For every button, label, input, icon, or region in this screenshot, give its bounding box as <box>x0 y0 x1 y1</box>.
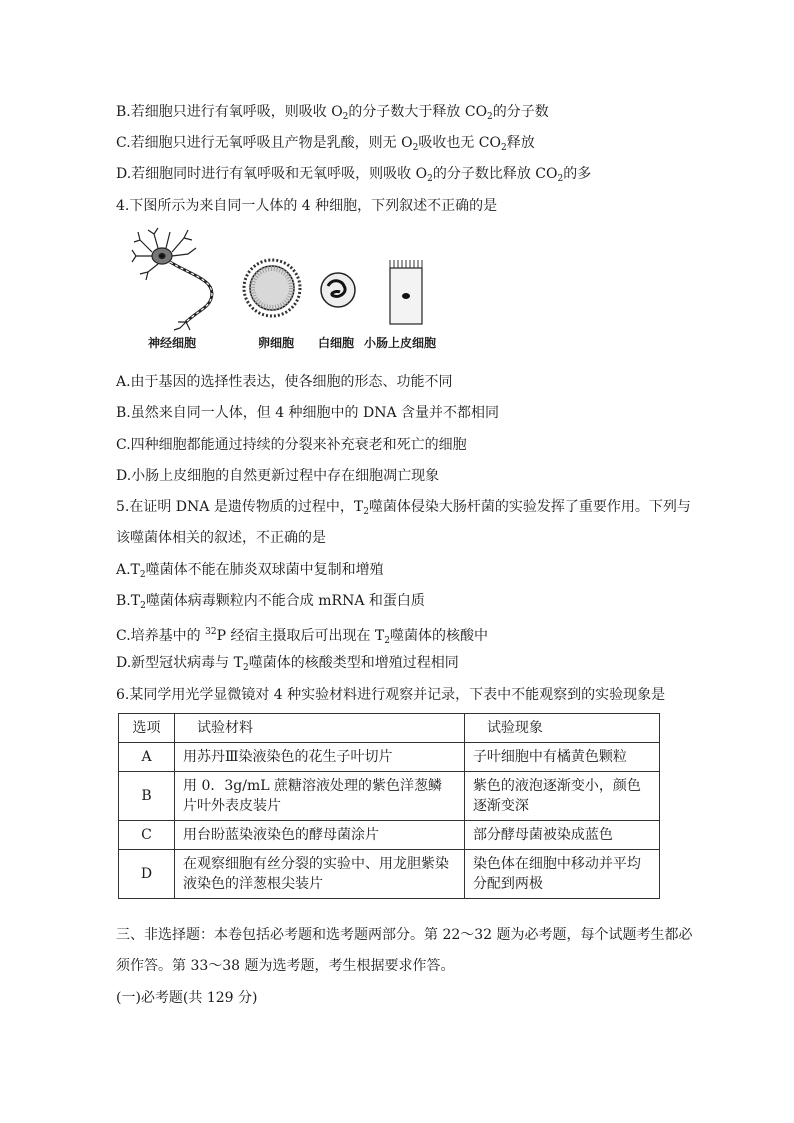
q4-option-a: A.由于基因的选择性表达，使各细胞的形态、功能不同 <box>116 374 453 390</box>
q3-option-d: D.若细胞同时进行有氧呼吸和无氧呼吸，则吸收 $O_2$的分子数比释放 $CO_2$的多 <box>116 166 592 184</box>
row-result: 部分酵母菌被染成蓝色 <box>464 821 659 850</box>
experiment-table <box>118 713 660 899</box>
intestinal-cell-drawing <box>390 260 422 324</box>
row-result: 紫色的液泡逐渐变小，颜色逐渐变深 <box>464 772 659 821</box>
header-material: 试验材料 <box>175 714 465 743</box>
row-material: 用苏丹Ⅲ染液染色的花生子叶切片 <box>175 743 465 772</box>
q4-stem: 4.下图所示为来自同一人体的 4 种细胞，下列叙述不正确的是 <box>116 198 498 214</box>
q5-stem-line1: 5.在证明 DNA 是遗传物质的过程中，$T_2$噬菌体侵染大肠杆菌的实验发挥了重要作用。下列与 <box>116 499 691 517</box>
row-option: A <box>119 743 175 772</box>
q5-option-b: $B.T_2$噬菌体病毒颗粒内不能合成 mRNA 和蛋白质 <box>116 593 425 611</box>
row-result: 子叶细胞中有橘黄色颗粒 <box>464 743 659 772</box>
table-row <box>119 772 660 821</box>
header-option: 选项 <box>119 714 175 743</box>
row-material: 用台盼蓝染液染色的酵母菌涂片 <box>175 821 465 850</box>
row-option: B <box>119 772 175 821</box>
row-option: D <box>119 850 175 899</box>
q5-option-c: C.培养基中的 $^{32}$P 经宿主摄取后可出现在 $T_2$噬菌体的核酸中 <box>116 627 488 646</box>
q4-option-b: B.虽然来自同一人体，但 4 种细胞中的 DNA 含量并不都相同 <box>116 405 500 421</box>
q4-option-d: D.小肠上皮细胞的自然更新过程中存在细胞凋亡现象 <box>116 468 440 484</box>
row-result: 染色体在细胞中移动并平均分配到两极 <box>464 850 659 899</box>
section3-intro-line1: 三、非选择题：本卷包括必考题和选考题两部分。第 22～32 题为必考题，每个试题考生都必 <box>116 927 693 943</box>
table-row <box>119 821 660 850</box>
section3-subheading: (一)必考题(共 129 分) <box>116 990 258 1006</box>
section3-intro-line2: 须作答。第 33～38 题为选考题，考生根据要求作答。 <box>116 958 455 974</box>
cell-drawings <box>130 226 450 336</box>
header-result: 试验现象 <box>464 714 659 743</box>
neuron-drawing <box>132 228 212 330</box>
q3-option-c: C.若细胞只进行无氧呼吸且产物是乳酸，则无 $O_2$吸收也无 $CO_2$释放 <box>116 135 535 153</box>
row-material: 在观察细胞有丝分裂的实验中、用龙胆紫染液染色的洋葱根尖装片 <box>175 850 465 899</box>
figure-label-egg: 卵细胞 <box>258 336 295 350</box>
q6-stem: 6.某同学用光学显微镜对 4 种实验材料进行观察并记录，下表中不能观察到的实验现象是 <box>116 687 666 703</box>
figure-label-intestinal: 小肠上皮细胞 <box>364 336 437 350</box>
table-header-row <box>119 714 660 743</box>
q3-option-b: B.若细胞只进行有氧呼吸，则吸收 $O_2$的分子数大于释放 $CO_2$的分子数 <box>116 104 549 122</box>
q4-option-c: C.四种细胞都能通过持续的分裂来补充衰老和死亡的细胞 <box>116 437 467 453</box>
figure-label-neuron: 神经细胞 <box>148 336 197 350</box>
q5-stem-line2: 该噬菌体相关的叙述，不正确的是 <box>116 530 326 546</box>
figure-label-white-blood: 白细胞 <box>318 336 355 350</box>
q5-option-a: $A.T_2$噬菌体不能在肺炎双球菌中复制和增殖 <box>116 562 384 580</box>
table-row <box>119 743 660 772</box>
q5-option-d: D.新型冠状病毒与 $T_2$噬菌体的核酸类型和增殖过程相同 <box>116 655 459 673</box>
table-row <box>119 850 660 899</box>
row-option: C <box>119 821 175 850</box>
white-blood-cell-drawing <box>321 273 355 307</box>
row-material: 用 0．3g/mL 蔗糖溶液处理的紫色洋葱鳞片叶外表皮装片 <box>175 772 465 821</box>
egg-cell-drawing <box>244 260 300 316</box>
